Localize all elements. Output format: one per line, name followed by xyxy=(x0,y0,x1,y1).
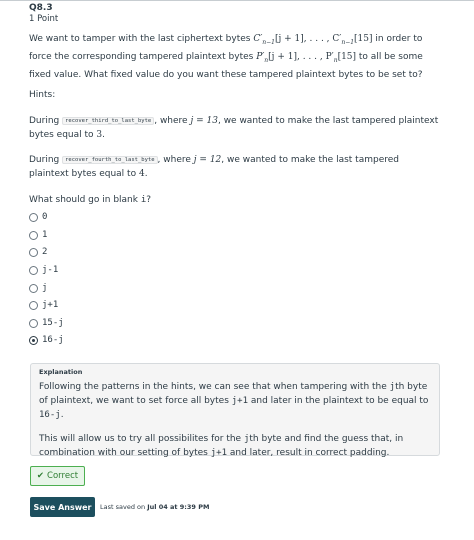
hint-2 xyxy=(29,153,439,181)
hints-label: Hints: xyxy=(29,90,56,100)
expl-code: j+1 xyxy=(210,448,227,458)
radio-button[interactable] xyxy=(29,266,38,275)
prompt-text-3: to all be some fixed value. What fixed value do you want these tampered plaintext bytes to be set to? xyxy=(29,51,423,80)
option-label: j+1 xyxy=(42,300,59,310)
radio-button[interactable] xyxy=(29,248,38,257)
top-divider xyxy=(0,0,474,1)
expl-text: This will allow us to try all possibilites for the xyxy=(39,434,244,444)
hint-2-mid: , where xyxy=(157,155,194,165)
option-3[interactable] xyxy=(29,262,58,278)
check-icon: ✔ xyxy=(36,471,45,481)
saved-time: Jul 04 at 9:39 PM xyxy=(147,503,210,511)
hint-1-pre: During xyxy=(29,116,63,126)
prompt-sub-4: n xyxy=(264,56,269,64)
expl-code: j xyxy=(389,382,396,392)
expl-code: 16-j xyxy=(39,410,61,420)
hint-1-end: . xyxy=(102,130,105,140)
option-1[interactable] xyxy=(29,227,47,243)
radio-button[interactable] xyxy=(29,231,38,240)
option-5[interactable] xyxy=(29,297,58,313)
radio-button[interactable] xyxy=(29,284,38,293)
expl-code: j xyxy=(243,434,250,444)
prompt-sub-1: n−1 xyxy=(262,38,275,46)
option-6[interactable] xyxy=(29,315,64,331)
option-7[interactable] xyxy=(29,332,64,348)
expl-text: Following the patterns in the hints, we can see that when tampering with the xyxy=(39,382,390,392)
prompt-math-6: [15] xyxy=(337,51,357,62)
option-label: 1 xyxy=(42,230,48,240)
prompt-math-2: [j + 1], . . . , C′ xyxy=(274,34,342,44)
prompt-sub-2: n−1 xyxy=(341,38,355,46)
radio-button[interactable] xyxy=(29,301,38,310)
expl-text: . xyxy=(60,410,64,420)
expl-text: and later in the plaintext to be equal to xyxy=(248,396,429,406)
prompt-text-1: We want to tamper with the last ciphertext bytes xyxy=(29,34,254,44)
last-saved-text xyxy=(100,503,209,511)
hint-1 xyxy=(29,114,439,142)
blank-prompt-end: ? xyxy=(146,195,152,205)
prompt-math-1: C′ xyxy=(253,34,263,44)
question-points: 1 Point xyxy=(29,14,59,24)
prompt-math-5: [j + 1], . . . , P′ xyxy=(268,51,334,62)
explanation-box xyxy=(30,363,440,456)
radio-button-selected[interactable] xyxy=(29,336,38,345)
radio-button[interactable] xyxy=(29,213,38,222)
option-label: j xyxy=(42,283,48,293)
blank-prompt xyxy=(29,193,439,207)
correct-label: Correct xyxy=(47,471,79,481)
expl-text: th byte and find the guess that, in combination with our setting of bytes xyxy=(39,434,404,458)
option-2[interactable] xyxy=(29,244,47,260)
save-answer-button[interactable]: Save Answer xyxy=(30,497,95,517)
prompt-math-3: [15] xyxy=(354,34,373,44)
option-0[interactable] xyxy=(29,209,47,225)
expl-text: and later, result in correct padding. xyxy=(227,448,390,458)
option-label: 0 xyxy=(42,212,48,222)
prompt-math-4: P′ xyxy=(256,51,265,62)
explanation-paragraph-1 xyxy=(39,380,431,422)
option-label: 2 xyxy=(42,247,48,257)
explanation-title: Explanation xyxy=(39,368,83,376)
explanation-paragraph-2 xyxy=(39,432,431,460)
expl-code: j+1 xyxy=(231,396,249,406)
hint-1-math: j = 13 xyxy=(190,116,218,126)
correct-badge xyxy=(30,466,85,486)
option-label: 15-j xyxy=(42,318,64,328)
hint-2-pre: During xyxy=(29,155,63,165)
option-label: 16-j xyxy=(42,335,64,345)
hint-2-math: j = 12 xyxy=(193,155,222,165)
expl-text: th byte of plaintext, we want to set force all bytes xyxy=(39,382,428,406)
hint-1-post: , we wanted to make the last tampered plaintext bytes equal to xyxy=(29,116,439,140)
option-4[interactable] xyxy=(29,280,47,296)
blank-id: i xyxy=(140,195,147,205)
hint-2-value: 4 xyxy=(138,169,145,179)
hint-1-mid: , where xyxy=(154,116,191,126)
hint-1-code: recover_third_to_last_byte xyxy=(62,117,154,125)
hint-2-post: , we wanted to make the last tampered plaintext bytes equal to xyxy=(29,155,399,179)
blank-prompt-text: What should go in blank xyxy=(29,195,141,205)
prompt-text-2: in order to force the corresponding tampered plaintext bytes xyxy=(29,34,423,62)
question-prompt xyxy=(29,32,439,82)
hint-1-value: 3 xyxy=(96,130,103,140)
radio-button[interactable] xyxy=(29,319,38,328)
prompt-sub-5: n xyxy=(333,56,338,64)
saved-prefix: Last saved on xyxy=(100,503,148,511)
question-number: Q8.3 xyxy=(29,3,53,13)
hint-2-end: . xyxy=(144,169,148,179)
hint-2-code: recover_fourth_to_last_byte xyxy=(62,156,157,164)
option-label: j-1 xyxy=(42,265,59,275)
